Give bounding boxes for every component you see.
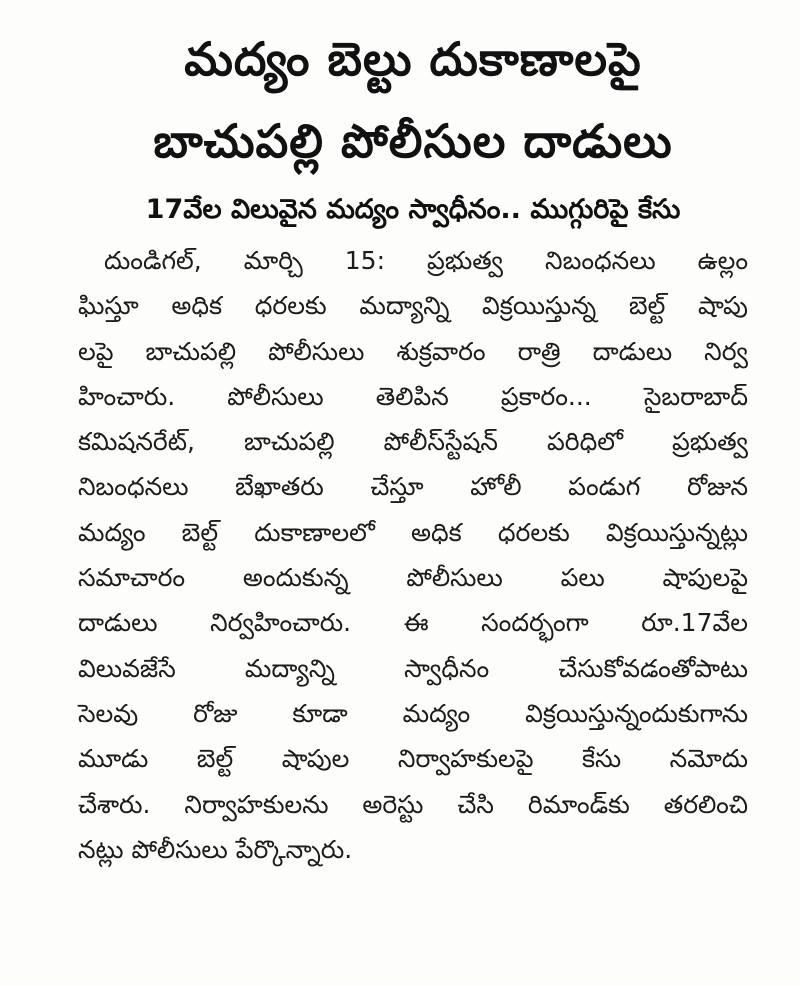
body-line: హించారు. పోలీసులు తెలిపిన ప్రకారం... సైబరాబాద్	[78, 381, 748, 411]
body-line: మూడు బెల్ట్ షాపుల నిర్వాహకులపై కేసు నమోదు	[78, 744, 748, 774]
body-line: ఘిస్తూ అధిక ధరలకు మద్యాన్ని విక్రయిస్తున్న బెల్ట్ షాపు	[78, 291, 748, 321]
headline	[78, 18, 748, 182]
body-line: చేశారు. నిర్వాహకులను అరెస్టు చేసి రిమాండ్‌కు తరలించి	[78, 789, 748, 819]
body-line: మద్యం బెల్ట్ దుకాణాలలో అధిక ధరలకు విక్రయిస్తున్నట్లు	[78, 517, 748, 547]
headline-line-2: బాచుపల్లి పోలీసుల దాడులు	[153, 114, 673, 168]
body-line: నట్లు పోలీసులు పేర్కొన్నారు.	[78, 834, 353, 864]
body-line: విలువజేసే మద్యాన్ని స్వాధీనం చేసుకోవడంతోపాటు	[78, 653, 748, 683]
body-line: దాడులు నిర్వహించారు. ఈ సందర్భంగా రూ.17వేల	[78, 608, 748, 638]
article-body	[78, 238, 748, 872]
body-line: నిబంధనలు బేఖాతరు చేస్తూ హోలీ పండుగ రోజున	[78, 472, 748, 502]
body-line: కమిషనరేట్, బాచుపల్లి పోలీస్‌స్టేషన్ పరిధిలో ప్రభుత్వ	[78, 427, 748, 457]
subheadline: 17వేల విలువైన మద్యం స్వాధీనం.. ముగ్గురిపై కేసు	[145, 194, 681, 225]
body-line: సమాచారం అందుకున్న పోలీసులు పలు షాపులపై	[78, 563, 748, 593]
body-line: దుండిగల్, మార్చి 15: ప్రభుత్వ నిబంధనలు ఉల్లం	[104, 246, 748, 275]
body-line: లపై బాచుపల్లి పోలీసులు శుక్రవారం రాత్రి దాడులు నిర్వ	[78, 336, 748, 366]
body-line: సెలవు రోజు కూడా మద్యం విక్రయిస్తున్నందుకుగాను	[78, 698, 748, 728]
headline-line-1: మద్యం బెల్టు దుకాణాలపై	[184, 32, 642, 86]
